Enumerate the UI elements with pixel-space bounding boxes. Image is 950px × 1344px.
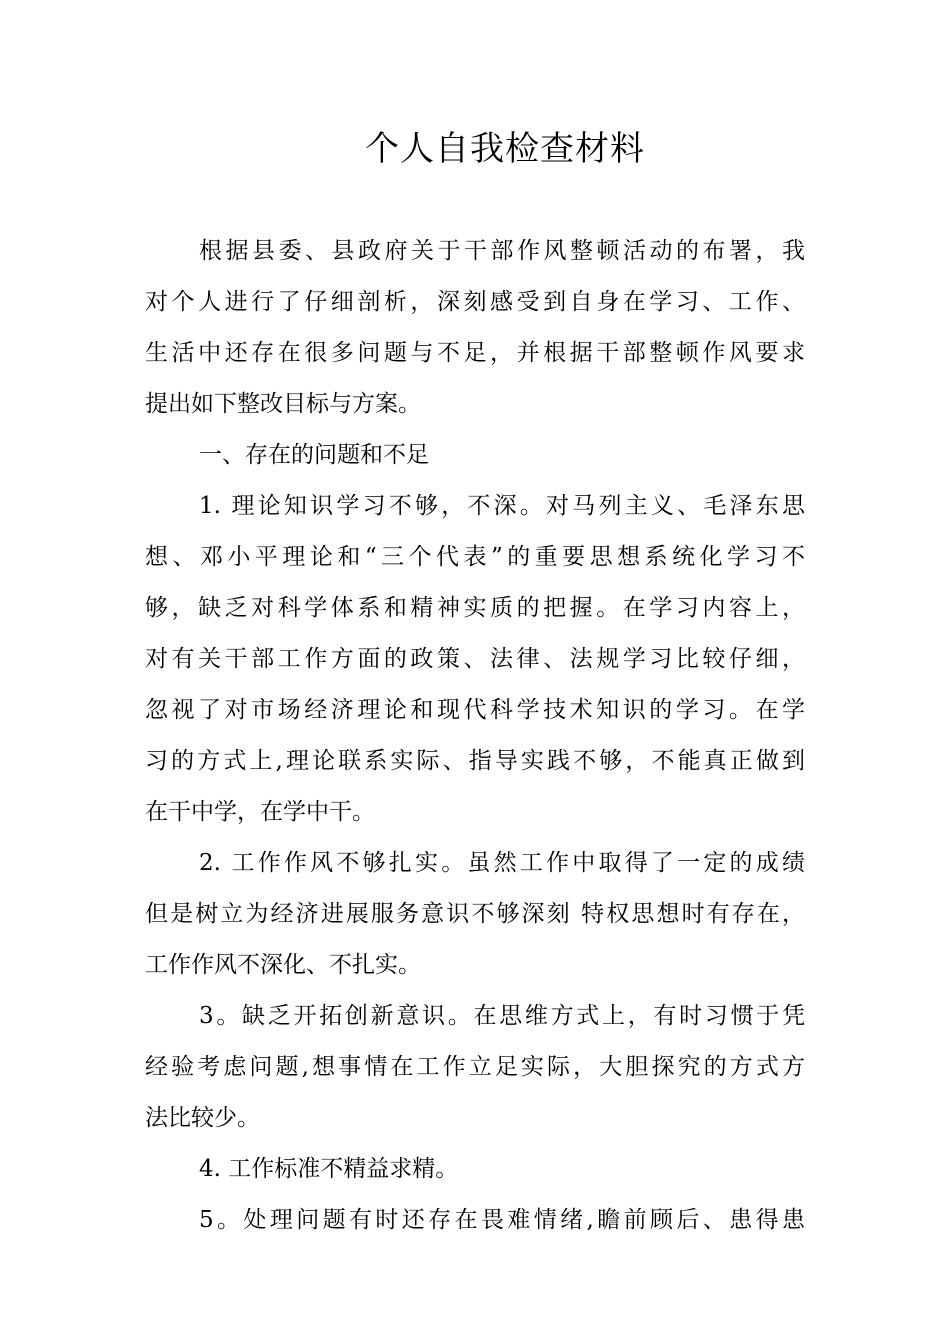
document-title: 个人自我检查材料	[365, 129, 645, 169]
text-line: 提出如下整改目标与方案。	[145, 391, 421, 417]
text-line: 1. 理论知识学习不够，不深。对马列主义、毛泽东思	[199, 493, 805, 519]
text-line: 但是树立为经济进展服务意识不够深刻 特权思想时有存在，	[145, 901, 805, 927]
text-line: 对有关干部工作方面的政策、法律、法规学习比较仔细，	[145, 646, 805, 672]
text-line: 法比较少。	[145, 1105, 260, 1131]
text-line: 5。处理问题有时还存在畏难情绪,瞻前顾后、患得患	[199, 1207, 805, 1233]
text-line: 工作作风不深化、不扎实。	[145, 952, 421, 978]
text-line: 3。缺乏开拓创新意识。在思维方式上，有时习惯于凭	[199, 1003, 805, 1029]
text-line: 根据县委、县政府关于干部作风整顿活动的布署，我	[199, 238, 805, 264]
text-line: 忽视了对市场经济理论和现代科学技术知识的学习。在学	[145, 697, 805, 723]
text-line: 在干中学，在学中干。	[145, 799, 375, 825]
text-line: 2. 工作作风不够扎实。虽然工作中取得了一定的成绩	[199, 850, 805, 876]
text-line: 经验考虑问题,想事情在工作立足实际，大胆探究的方式方	[145, 1054, 805, 1080]
text-line: 想、邓小平理论和“三个代表”的重要思想系统化学习不	[145, 544, 805, 570]
text-line: 够，缺乏对科学体系和精神实质的把握。在学习内容上，	[145, 595, 805, 621]
text-line: 4. 工作标准不精益求精。	[199, 1156, 459, 1182]
text-line: 对个人进行了仔细剖析，深刻感受到自身在学习、工作、	[145, 289, 805, 315]
document-body	[145, 226, 805, 1246]
section-heading: 一、存在的问题和不足	[199, 442, 429, 468]
text-line: 习的方式上,理论联系实际、指导实践不够，不能真正做到	[145, 748, 805, 774]
text-line: 生活中还存在很多问题与不足，并根据干部整顿作风要求	[145, 340, 805, 366]
